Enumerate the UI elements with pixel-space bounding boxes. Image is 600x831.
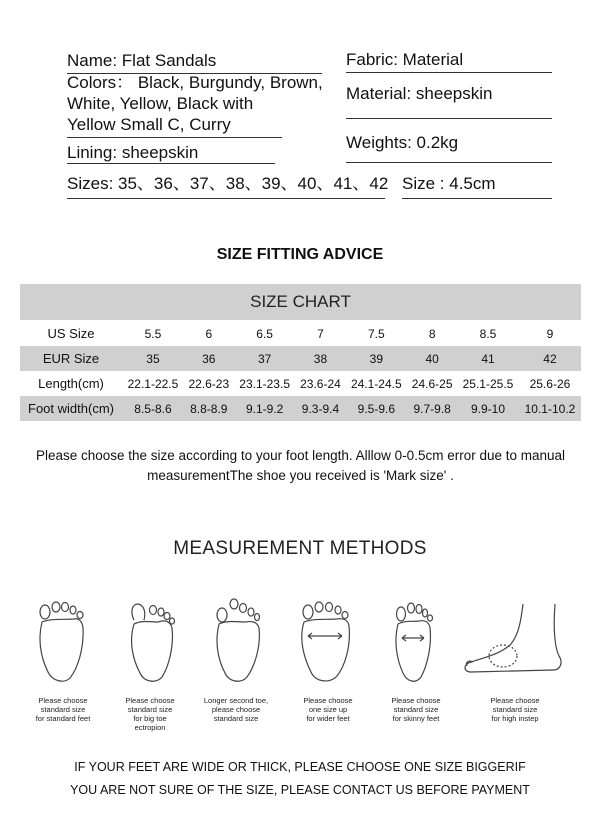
size-note-line2: measurementThe shoe you received is 'Mark size' . — [147, 468, 454, 483]
spec-sizes: Sizes: 35、36、37、38、39、40、41、42 — [67, 174, 389, 193]
table-cell: 9.3-9.4 — [296, 396, 346, 421]
table-cell: 6.5 — [256, 326, 273, 341]
method-caption-high-instep — [465, 696, 565, 723]
table-row — [20, 396, 581, 421]
divider — [67, 137, 282, 138]
skinny-foot-icon — [386, 598, 442, 686]
caption-line: Please choose — [38, 696, 88, 705]
caption-line: standard size — [393, 705, 439, 714]
table-cell: 25.1-25.5 — [462, 376, 514, 391]
divider — [402, 198, 552, 199]
caption-line: for wider feet — [306, 714, 350, 723]
size-fitting-title: SIZE FITTING ADVICE — [216, 246, 384, 263]
table-cell: 9.1-9.2 — [234, 396, 296, 421]
caption-line: Please choose — [490, 696, 540, 705]
caption-line: Please choose — [303, 696, 353, 705]
spec-material: Material: sheepskin — [346, 84, 493, 103]
table-cell: 36 — [184, 346, 234, 371]
big-toe-foot-icon — [124, 598, 180, 686]
size-note — [20, 446, 581, 486]
long-second-toe-foot-icon — [211, 598, 267, 686]
divider — [346, 72, 552, 73]
caption-line: standard size — [40, 705, 86, 714]
table-cell: 22.6-23 — [188, 376, 230, 391]
method-caption-big-toe — [100, 696, 200, 732]
divider — [67, 198, 385, 199]
high-instep-foot-icon — [461, 600, 571, 680]
table-row — [20, 371, 581, 396]
table-cell: 8 — [428, 326, 436, 341]
table-cell: 6 — [205, 326, 213, 341]
table-cell: 9 — [546, 326, 554, 341]
caption-line: standard size — [127, 705, 173, 714]
table-row — [20, 346, 581, 371]
method-caption-skinny — [366, 696, 466, 723]
row-label: US Size — [47, 326, 95, 341]
wide-foot-icon — [298, 598, 354, 686]
size-chart-table — [20, 321, 581, 421]
spec-fabric: Fabric: Material — [346, 50, 464, 69]
table-cell: 24.6-25 — [411, 376, 453, 391]
caption-line: standard size — [492, 705, 538, 714]
table-cell: 23.1-23.5 — [239, 376, 290, 391]
spec-weights: Weights: 0.2kg — [346, 133, 459, 152]
spec-colors-line1: Colors： Black, Burgundy, Brown, — [67, 73, 323, 92]
table-cell: 24.1-24.5 — [350, 376, 402, 391]
caption-line: for standard feet — [35, 714, 91, 723]
spec-lining: Lining: sheepskin — [67, 143, 199, 162]
table-cell: 40 — [407, 346, 457, 371]
row-label: EUR Size — [20, 346, 122, 371]
spec-colors-line3: Yellow Small C, Curry — [67, 115, 231, 134]
caption-line: Please choose — [391, 696, 441, 705]
caption-line: standard size — [213, 714, 259, 723]
table-cell: 9.9-10 — [457, 396, 519, 421]
row-label: Foot width(cm) — [20, 396, 122, 421]
table-cell: 39 — [345, 346, 407, 371]
table-cell: 7.5 — [367, 326, 385, 341]
caption-line: for high instep — [491, 714, 539, 723]
table-cell: 5.5 — [144, 326, 162, 341]
standard-foot-icon — [34, 598, 90, 686]
table-cell: 37 — [234, 346, 296, 371]
divider — [346, 162, 552, 163]
method-caption-second-toe — [186, 696, 286, 723]
table-cell: 42 — [519, 346, 581, 371]
table-cell: 35 — [122, 346, 184, 371]
spec-name: Name: Flat Sandals — [67, 51, 217, 70]
sizing-warning — [0, 756, 600, 802]
row-label: Length(cm) — [38, 376, 104, 391]
method-caption-wide — [278, 696, 378, 723]
divider — [346, 118, 552, 119]
table-cell: 25.6-26 — [529, 376, 571, 391]
table-cell: 9.7-9.8 — [407, 396, 457, 421]
caption-line: for big toe — [133, 714, 167, 723]
table-cell: 10.1-10.2 — [519, 396, 581, 421]
table-cell: 41 — [457, 346, 519, 371]
caption-line: Longer second toe, — [203, 696, 269, 705]
measurement-methods-title: MEASUREMENT METHODS — [173, 538, 427, 559]
size-chart-header: SIZE CHART — [20, 284, 581, 320]
table-cell: 38 — [296, 346, 346, 371]
table-cell: 8.8-8.9 — [184, 396, 234, 421]
table-cell: 9.5-9.6 — [345, 396, 407, 421]
table-cell: 8.5 — [479, 326, 497, 341]
caption-line: please choose — [211, 705, 261, 714]
table-cell: 7 — [317, 326, 324, 341]
sizing-warning-line1: IF YOUR FEET ARE WIDE OR THICK, PLEASE CHOOSE ONE SIZE BIGGERIF — [74, 760, 526, 774]
table-cell: 23.6-24 — [300, 376, 341, 391]
caption-line: for skinny feet — [392, 714, 440, 723]
sizing-warning-line2: YOU ARE NOT SURE OF THE SIZE, PLEASE CONTACT US BEFORE PAYMENT — [70, 783, 530, 797]
caption-line: one size up — [308, 705, 348, 714]
divider — [67, 163, 275, 164]
table-cell: 8.5-8.6 — [122, 396, 184, 421]
spec-size: Size : 4.5cm — [402, 174, 496, 193]
method-caption-standard — [13, 696, 113, 723]
table-row — [20, 321, 581, 346]
spec-colors-line2: White, Yellow, Black with — [67, 94, 254, 113]
caption-line: Please choose — [125, 696, 175, 705]
table-cell: 22.1-22.5 — [127, 376, 179, 391]
size-note-line1: Please choose the size according to your foot length. Alllow 0-0.5cm error due to manual — [35, 448, 566, 463]
caption-line: ectropion — [134, 723, 166, 732]
